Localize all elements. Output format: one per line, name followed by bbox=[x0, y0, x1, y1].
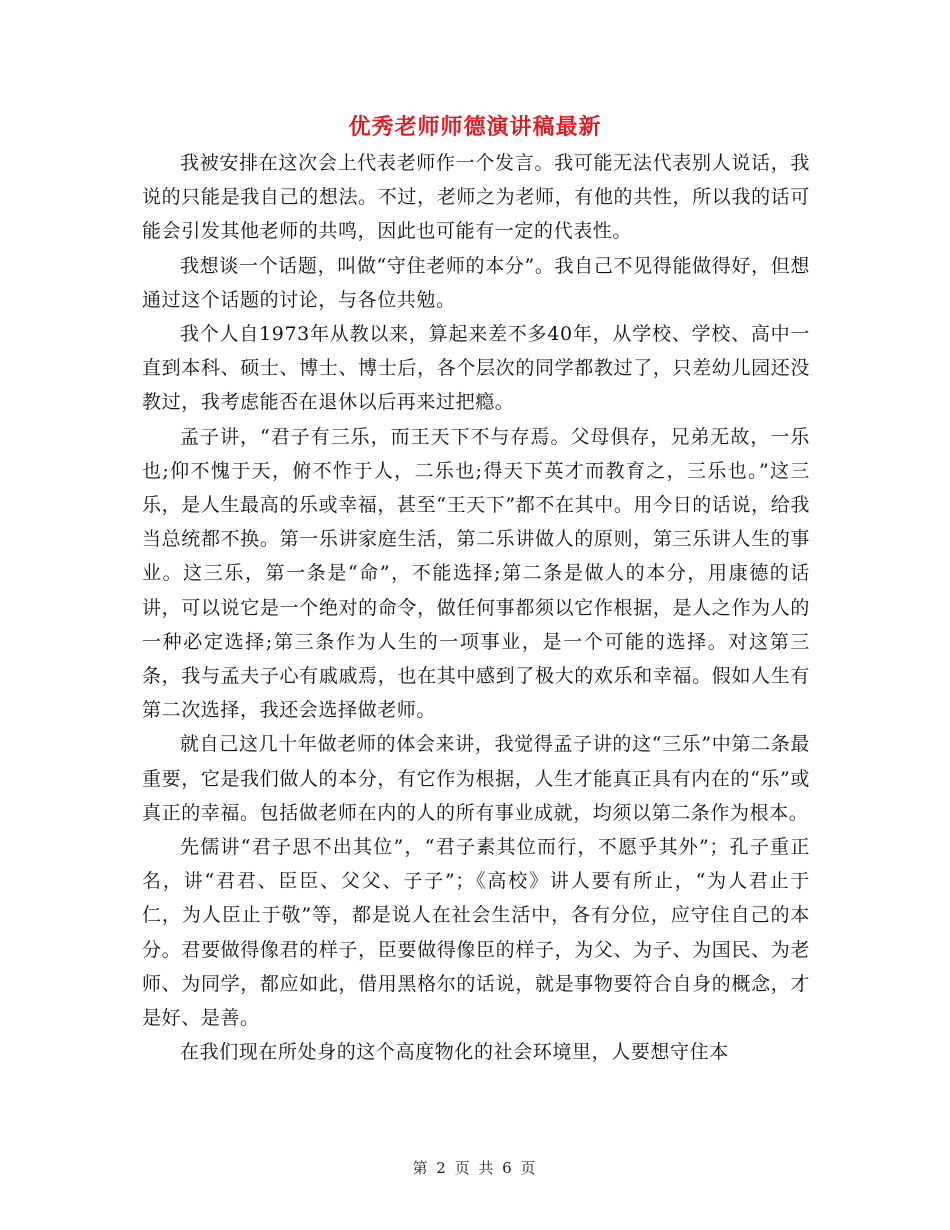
page-footer: 第 2 页 共 6 页 bbox=[412, 1159, 538, 1177]
paragraph: 孟子讲，“君子有三乐，而王天下不与存焉。父母俱存，兄弟无故，一乐也;仰不愧于天，俯不怍于人，二乐也;得天下英才而教育之，三乐也。”这三乐，是人生最高的乐或幸福，甚至“王天下”都不在其中。用今日的话说，给我当总统都不换。第一乐讲家庭生活，第二乐讲做人的原则，第三乐讲人生的事业。这三乐，第一条是“命”，不能选择;第二条是做人的本分，用康德的话讲，可以说它是一个绝对的命令，做任何事都须以它作根据，是人之作为人的一种必定选择;第三条作为人生的一项事业，是一个可能的选择。对这第三条，我与孟夫子心有戚戚焉，也在其中感到了极大的欢乐和幸福。假如人生有第二次选择，我还会选择做老师。 bbox=[142, 425, 810, 722]
paragraph: 我被安排在这次会上代表老师作一个发言。我可能无法代表别人说话，我说的只能是我自己的想法。不过，老师之为老师，有他的共性，所以我的话可能会引发其他老师的共鸣，因此也可能有一定的代表性。 bbox=[142, 152, 810, 243]
paragraph: 在我们现在所处身的这个高度物化的社会环境里，人要想守住本 bbox=[180, 1041, 729, 1064]
document-title: 优秀老师师德演讲稿最新 bbox=[348, 114, 602, 140]
paragraph: 先儒讲“君子思不出其位”，“君子素其位而行，不愿乎其外”；孔子重正名，讲“君君、臣臣、父父、子子”；《高校》讲人要有所止，“为人君止于仁，为人臣止于敬”等，都是说人在社会生活中，各有分位，应守住自己的本分。君要做得像君的样子，臣要做得像臣的样子，为父、为子、为国民、为老师、为同学，都应如此，借用黑格尔的话说，就是事物要符合自身的概念，才是好、是善。 bbox=[142, 836, 810, 1030]
document-body bbox=[142, 146, 810, 1069]
paragraph: 我想谈一个话题，叫做“守住老师的本分”。我自己不见得能做得好，但想通过这个话题的讨论，与各位共勉。 bbox=[142, 254, 810, 311]
paragraph: 就自己这几十年做老师的体会来讲，我觉得孟子讲的这“三乐”中第二条最重要，它是我们做人的本分，有它作为根据，人生才能真正具有内在的“乐”或真正的幸福。包括做老师在内的人的所有事业成就，均须以第二条作为根本。 bbox=[142, 733, 810, 824]
paragraph: 我个人自1973年从教以来，算起来差不多40年，从学校、学校、高中一直到本科、硕士、博士、博士后，各个层次的同学都教过了，只差幼儿园还没教过，我考虑能否在退休以后再来过把瘾。 bbox=[142, 323, 810, 414]
